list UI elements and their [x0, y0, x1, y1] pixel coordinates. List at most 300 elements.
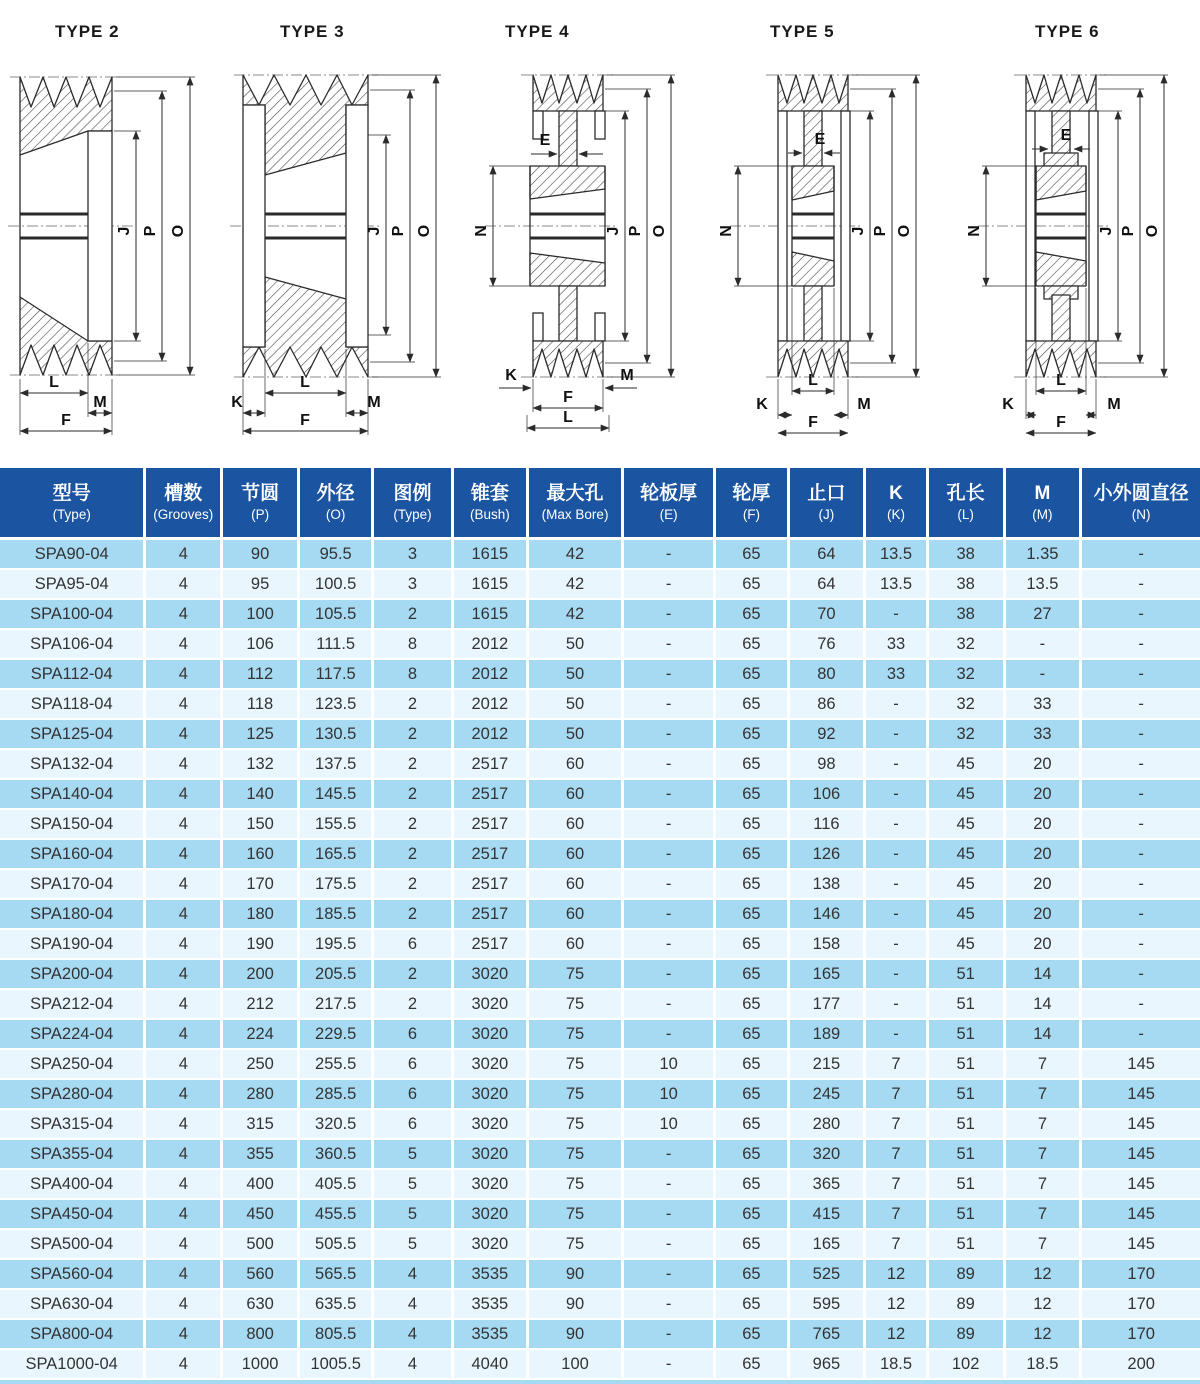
dim-label-l: L: [300, 374, 310, 391]
table-cell: 280: [223, 1080, 300, 1110]
table-cell: -: [866, 930, 928, 960]
table-cell: -: [624, 570, 716, 600]
dim-label-m: M: [93, 394, 107, 411]
header-cell: 槽数 (Grooves): [146, 468, 223, 540]
table-row: [0, 690, 1200, 720]
table-cell: 116: [790, 810, 867, 840]
table-cell: 145: [1082, 1110, 1200, 1140]
cutoff-row-strip: [0, 1380, 1200, 1384]
table-cell: 51: [929, 1080, 1006, 1110]
table-cell: 4: [146, 990, 223, 1020]
table-cell: 4: [146, 900, 223, 930]
table-cell: 90: [529, 1260, 624, 1290]
table-cell: -: [624, 690, 716, 720]
spec-table-body: [0, 540, 1200, 1380]
table-cell: 185.5: [300, 900, 374, 930]
dim-label-n: N: [966, 225, 983, 237]
table-cell: -: [1082, 750, 1200, 780]
table-cell: 7: [1006, 1110, 1083, 1140]
table-cell: 80: [790, 660, 867, 690]
table-cell: 635.5: [300, 1290, 374, 1320]
table-cell: 65: [716, 1290, 789, 1320]
table-cell: 92: [790, 720, 867, 750]
dim-label-j: J: [850, 226, 867, 236]
table-cell: SPA400-04: [0, 1170, 146, 1200]
table-cell: 3020: [454, 1200, 530, 1230]
table-cell: 10: [624, 1080, 716, 1110]
table-cell: SPA450-04: [0, 1200, 146, 1230]
table-cell: SPA112-04: [0, 660, 146, 690]
table-cell: 13.5: [866, 540, 928, 570]
table-cell: 2: [374, 750, 453, 780]
table-cell: 5: [374, 1230, 453, 1260]
table-cell: 76: [790, 630, 867, 660]
table-cell: 12: [866, 1290, 928, 1320]
table-cell: -: [1082, 840, 1200, 870]
dim-label-e: E: [1060, 127, 1072, 144]
table-cell: -: [866, 840, 928, 870]
dim-label-o: O: [651, 224, 668, 238]
spec-table: [0, 468, 1200, 1380]
table-cell: 33: [866, 630, 928, 660]
header-cell: 型号 (Type): [0, 468, 146, 540]
table-row: [0, 750, 1200, 780]
table-cell: 75: [529, 960, 624, 990]
table-cell: 65: [716, 780, 789, 810]
table-cell: 4: [146, 1350, 223, 1380]
header-cell: 小外圆直径 (N): [1082, 468, 1200, 540]
dim-label-o: O: [1144, 224, 1161, 238]
table-cell: 500: [223, 1230, 300, 1260]
table-cell: 595: [790, 1290, 867, 1320]
table-cell: 2012: [454, 660, 530, 690]
table-cell: 64: [790, 540, 867, 570]
table-cell: 3020: [454, 1140, 530, 1170]
table-cell: 50: [529, 660, 624, 690]
dim-label-j: J: [116, 226, 133, 236]
table-cell: 7: [1006, 1050, 1083, 1080]
table-cell: -: [866, 900, 928, 930]
table-cell: 7: [1006, 1200, 1083, 1230]
table-cell: 630: [223, 1290, 300, 1320]
table-cell: 45: [929, 750, 1006, 780]
table-cell: 100.5: [300, 570, 374, 600]
table-cell: -: [1082, 990, 1200, 1020]
table-cell: 4: [146, 630, 223, 660]
table-cell: 42: [529, 540, 624, 570]
table-cell: 3: [374, 570, 453, 600]
header-cell: 止口 (J): [790, 468, 867, 540]
table-cell: 255.5: [300, 1050, 374, 1080]
dim-label-p: P: [142, 225, 159, 237]
table-cell: 51: [929, 1110, 1006, 1140]
table-cell: -: [866, 600, 928, 630]
table-cell: -: [866, 690, 928, 720]
table-cell: 20: [1006, 840, 1083, 870]
table-cell: -: [624, 720, 716, 750]
type6-diagram: [948, 23, 1188, 438]
table-cell: 65: [716, 1350, 789, 1380]
dim-label-l: L: [1056, 372, 1066, 389]
table-cell: -: [624, 900, 716, 930]
table-cell: 18.5: [1006, 1350, 1083, 1380]
header-cell: 孔长 (L): [929, 468, 1006, 540]
table-cell: -: [1082, 630, 1200, 660]
type5-diagram: [700, 23, 940, 438]
diagram-title-type4: TYPE 4: [505, 22, 570, 41]
table-cell: 165.5: [300, 840, 374, 870]
table-cell: 212: [223, 990, 300, 1020]
table-cell: 65: [716, 570, 789, 600]
table-cell: 1615: [454, 570, 530, 600]
table-cell: 7: [866, 1230, 928, 1260]
table-cell: 5: [374, 1200, 453, 1230]
table-cell: 70: [790, 600, 867, 630]
table-cell: 111.5: [300, 630, 374, 660]
table-cell: 86: [790, 690, 867, 720]
table-cell: 1000: [223, 1350, 300, 1380]
table-cell: 3535: [454, 1320, 530, 1350]
table-cell: 20: [1006, 810, 1083, 840]
table-cell: SPA1000-04: [0, 1350, 146, 1380]
table-cell: 95.5: [300, 540, 374, 570]
table-cell: 2517: [454, 750, 530, 780]
table-cell: 170: [1082, 1260, 1200, 1290]
table-cell: 51: [929, 1200, 1006, 1230]
table-cell: -: [866, 720, 928, 750]
table-row: [0, 1140, 1200, 1170]
dim-label-l: L: [808, 372, 818, 389]
table-cell: 75: [529, 1080, 624, 1110]
dim-label-m: M: [620, 367, 634, 384]
table-cell: 765: [790, 1320, 867, 1350]
table-cell: 65: [716, 870, 789, 900]
table-cell: 2517: [454, 930, 530, 960]
table-cell: 3020: [454, 1020, 530, 1050]
table-cell: 75: [529, 1230, 624, 1260]
table-row: [0, 1290, 1200, 1320]
table-cell: 12: [866, 1260, 928, 1290]
table-cell: 60: [529, 810, 624, 840]
table-cell: 65: [716, 540, 789, 570]
table-cell: 170: [1082, 1320, 1200, 1350]
dim-label-p: P: [390, 225, 407, 237]
table-cell: 405.5: [300, 1170, 374, 1200]
table-cell: -: [624, 960, 716, 990]
dim-label-j: J: [366, 226, 383, 236]
table-cell: 4: [146, 720, 223, 750]
table-cell: -: [866, 1020, 928, 1050]
diagram-title-type3: TYPE 3: [280, 22, 345, 41]
table-cell: 7: [1006, 1170, 1083, 1200]
table-cell: -: [1082, 1020, 1200, 1050]
table-cell: 4: [146, 1050, 223, 1080]
table-cell: 38: [929, 570, 1006, 600]
table-cell: 50: [529, 630, 624, 660]
table-cell: 4: [374, 1290, 453, 1320]
table-cell: 4: [146, 540, 223, 570]
table-cell: 3020: [454, 960, 530, 990]
table-cell: 130.5: [300, 720, 374, 750]
table-cell: 360.5: [300, 1140, 374, 1170]
table-cell: SPA560-04: [0, 1260, 146, 1290]
table-cell: SPA140-04: [0, 780, 146, 810]
table-cell: 3020: [454, 1050, 530, 1080]
table-cell: 65: [716, 1080, 789, 1110]
table-cell: 65: [716, 840, 789, 870]
table-cell: 4: [146, 690, 223, 720]
dim-label-k: K: [505, 367, 517, 384]
table-cell: 89: [929, 1290, 1006, 1320]
table-cell: 75: [529, 1200, 624, 1230]
table-cell: 145: [1082, 1170, 1200, 1200]
table-cell: 150: [223, 810, 300, 840]
table-cell: 75: [529, 1140, 624, 1170]
dim-label-p: P: [627, 225, 644, 237]
table-cell: 75: [529, 1020, 624, 1050]
table-cell: 65: [716, 1260, 789, 1290]
table-cell: -: [624, 810, 716, 840]
table-cell: 4: [146, 1320, 223, 1350]
table-cell: 65: [716, 990, 789, 1020]
table-cell: 65: [716, 630, 789, 660]
header-row: [0, 468, 1200, 540]
table-cell: 158: [790, 930, 867, 960]
table-cell: SPA90-04: [0, 540, 146, 570]
table-cell: 33: [866, 660, 928, 690]
table-cell: SPA355-04: [0, 1140, 146, 1170]
table-cell: 60: [529, 900, 624, 930]
header-cell: 图例 (Type): [374, 468, 453, 540]
table-cell: 102: [929, 1350, 1006, 1380]
table-cell: SPA250-04: [0, 1050, 146, 1080]
table-cell: 65: [716, 1170, 789, 1200]
table-cell: 50: [529, 690, 624, 720]
table-cell: 65: [716, 1110, 789, 1140]
table-cell: 64: [790, 570, 867, 600]
table-cell: -: [624, 660, 716, 690]
table-cell: 137.5: [300, 750, 374, 780]
table-cell: 177: [790, 990, 867, 1020]
table-cell: SPA170-04: [0, 870, 146, 900]
table-row: [0, 960, 1200, 990]
table-cell: -: [866, 750, 928, 780]
table-cell: -: [1082, 810, 1200, 840]
table-cell: 65: [716, 900, 789, 930]
table-cell: 6: [374, 1080, 453, 1110]
table-cell: 170: [1082, 1290, 1200, 1320]
table-cell: 170: [223, 870, 300, 900]
table-cell: SPA315-04: [0, 1110, 146, 1140]
table-cell: 2: [374, 870, 453, 900]
table-cell: 965: [790, 1350, 867, 1380]
type3-diagram: [228, 23, 468, 438]
diagram-title-type5: TYPE 5: [770, 22, 835, 41]
header-cell: M (M): [1006, 468, 1083, 540]
table-cell: SPA95-04: [0, 570, 146, 600]
table-cell: -: [1082, 540, 1200, 570]
table-cell: 145: [1082, 1230, 1200, 1260]
table-cell: 2012: [454, 630, 530, 660]
table-cell: 1615: [454, 540, 530, 570]
table-cell: 3535: [454, 1260, 530, 1290]
table-cell: 2: [374, 780, 453, 810]
table-cell: 65: [716, 1140, 789, 1170]
table-cell: 45: [929, 810, 1006, 840]
header-cell: 节圆 (P): [223, 468, 300, 540]
dim-label-f: F: [808, 414, 818, 431]
table-row: [0, 1050, 1200, 1080]
table-cell: -: [1082, 570, 1200, 600]
table-cell: -: [1006, 630, 1083, 660]
header-cell: K (K): [866, 468, 928, 540]
table-cell: 12: [1006, 1320, 1083, 1350]
table-cell: 2517: [454, 870, 530, 900]
table-cell: SPA160-04: [0, 840, 146, 870]
table-cell: 65: [716, 930, 789, 960]
table-cell: 7: [866, 1140, 928, 1170]
table-row: [0, 1350, 1200, 1380]
table-cell: -: [624, 1320, 716, 1350]
table-cell: 4: [146, 810, 223, 840]
table-cell: -: [1082, 870, 1200, 900]
table-cell: 7: [866, 1200, 928, 1230]
table-cell: 38: [929, 540, 1006, 570]
table-cell: 75: [529, 1110, 624, 1140]
dim-label-j: J: [605, 226, 622, 236]
table-cell: 165: [790, 1230, 867, 1260]
table-cell: 7: [1006, 1230, 1083, 1260]
table-cell: -: [1082, 600, 1200, 630]
table-row: [0, 990, 1200, 1020]
table-cell: 32: [929, 660, 1006, 690]
table-cell: 4: [374, 1350, 453, 1380]
table-cell: 8: [374, 660, 453, 690]
table-cell: -: [624, 630, 716, 660]
table-row: [0, 900, 1200, 930]
table-cell: 75: [529, 1170, 624, 1200]
type2-diagram: [0, 23, 240, 438]
table-cell: 89: [929, 1260, 1006, 1290]
table-cell: 60: [529, 750, 624, 780]
table-cell: 2: [374, 990, 453, 1020]
table-cell: 400: [223, 1170, 300, 1200]
table-cell: 138: [790, 870, 867, 900]
table-cell: 2: [374, 840, 453, 870]
table-cell: 1.35: [1006, 540, 1083, 570]
dim-label-m: M: [857, 396, 871, 413]
table-cell: 217.5: [300, 990, 374, 1020]
table-cell: 90: [529, 1290, 624, 1320]
table-cell: -: [1082, 780, 1200, 810]
table-cell: 200: [223, 960, 300, 990]
table-cell: 229.5: [300, 1020, 374, 1050]
table-cell: 2517: [454, 780, 530, 810]
table-cell: 117.5: [300, 660, 374, 690]
table-cell: 3535: [454, 1290, 530, 1320]
table-cell: SPA132-04: [0, 750, 146, 780]
table-cell: 180: [223, 900, 300, 930]
table-row: [0, 1020, 1200, 1050]
table-cell: 95: [223, 570, 300, 600]
dim-label-k: K: [1002, 396, 1014, 413]
table-cell: SPA125-04: [0, 720, 146, 750]
table-cell: 4: [146, 1110, 223, 1140]
table-cell: 45: [929, 870, 1006, 900]
table-cell: SPA500-04: [0, 1230, 146, 1260]
table-cell: SPA200-04: [0, 960, 146, 990]
table-cell: 4: [146, 1230, 223, 1260]
table-cell: -: [1082, 900, 1200, 930]
table-cell: 2012: [454, 720, 530, 750]
table-cell: 51: [929, 1050, 1006, 1080]
table-cell: 60: [529, 870, 624, 900]
table-cell: 165: [790, 960, 867, 990]
table-cell: 4: [146, 1020, 223, 1050]
table-cell: 32: [929, 690, 1006, 720]
table-cell: 805.5: [300, 1320, 374, 1350]
dim-label-k: K: [231, 394, 243, 411]
table-cell: 7: [866, 1080, 928, 1110]
type4-diagram: [455, 23, 695, 438]
table-cell: 505.5: [300, 1230, 374, 1260]
table-cell: 4: [146, 960, 223, 990]
header-cell: 外径 (O): [300, 468, 374, 540]
table-row: [0, 600, 1200, 630]
table-cell: 106: [223, 630, 300, 660]
table-cell: 45: [929, 900, 1006, 930]
table-row: [0, 1110, 1200, 1140]
table-cell: SPA190-04: [0, 930, 146, 960]
table-cell: -: [624, 1140, 716, 1170]
table-cell: 160: [223, 840, 300, 870]
header-cell: 锥套 (Bush): [454, 468, 530, 540]
table-cell: 200: [1082, 1350, 1200, 1380]
table-cell: 125: [223, 720, 300, 750]
table-cell: 12: [1006, 1260, 1083, 1290]
table-cell: 51: [929, 1230, 1006, 1260]
table-cell: 112: [223, 660, 300, 690]
table-cell: SPA212-04: [0, 990, 146, 1020]
table-cell: 415: [790, 1200, 867, 1230]
table-cell: SPA800-04: [0, 1320, 146, 1350]
table-cell: 190: [223, 930, 300, 960]
table-cell: 33: [1006, 720, 1083, 750]
dim-label-n: N: [718, 225, 735, 237]
table-cell: 155.5: [300, 810, 374, 840]
table-cell: 90: [529, 1320, 624, 1350]
table-row: [0, 1260, 1200, 1290]
table-cell: 4: [146, 780, 223, 810]
table-cell: -: [624, 780, 716, 810]
dim-label-o: O: [896, 224, 913, 238]
table-cell: 525: [790, 1260, 867, 1290]
table-cell: 65: [716, 600, 789, 630]
table-cell: 195.5: [300, 930, 374, 960]
table-cell: 2517: [454, 810, 530, 840]
table-cell: 4: [146, 1290, 223, 1320]
table-cell: SPA630-04: [0, 1290, 146, 1320]
table-cell: 4: [146, 930, 223, 960]
table-cell: 20: [1006, 750, 1083, 780]
table-cell: 3020: [454, 1230, 530, 1260]
table-cell: 2517: [454, 900, 530, 930]
dim-label-j: J: [1098, 226, 1115, 236]
table-cell: 60: [529, 930, 624, 960]
table-cell: 1005.5: [300, 1350, 374, 1380]
table-cell: 320: [790, 1140, 867, 1170]
table-cell: 7: [866, 1170, 928, 1200]
